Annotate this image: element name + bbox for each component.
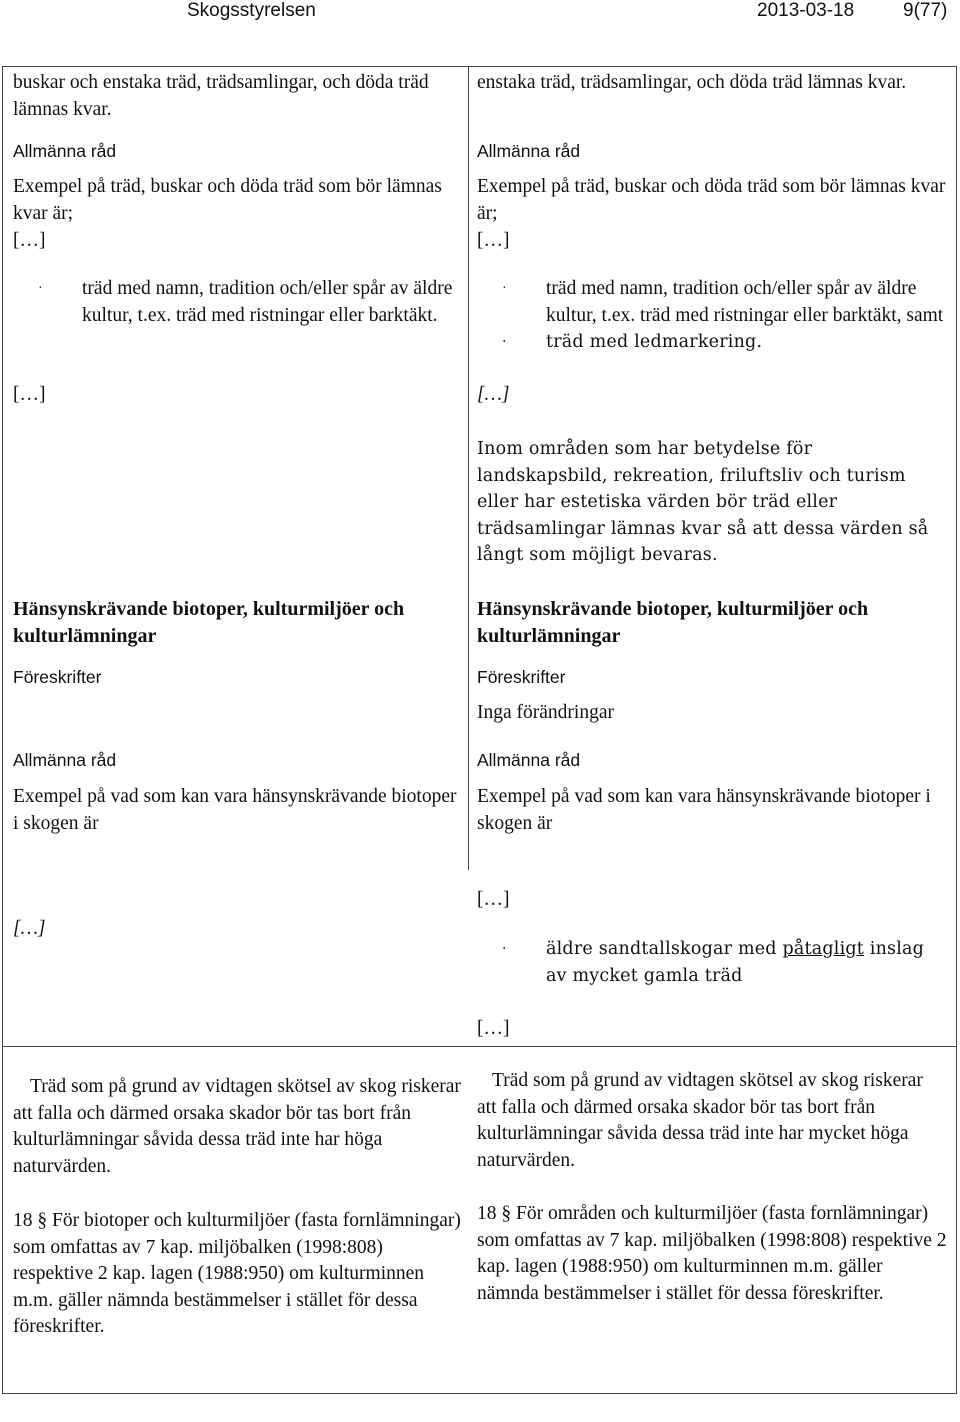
bullet-icon: · [38,281,43,296]
bullet-icon: · [502,334,507,350]
right-paragraph-trees: Träd som på grund av vidtagen skötsel av skog riskerar att falla och därmed orsaka skador bör tas bort från kulturlämningar såvida dessa träd inte har mycket höga naturvärden. [477,1070,923,1171]
right-allmanna-rad-label: Allmänna råd [477,141,581,161]
right-paragraph-18 [477,1201,947,1307]
left-ellipsis-2: […] [13,384,46,405]
left-paragraph-trees: Träd som på grund av vidtagen skötsel av skog riskerar att falla och därmed orsaka skador bör tas bort från kulturlämningar såvida dessa träd inte har höga naturvärden. [13,1076,461,1177]
left-foreskrifter-label: Föreskrifter [13,667,102,687]
left-ellipsis-1: […] [13,230,46,251]
right-bullet-text-3a: äldre sandtallskogar med [546,939,783,959]
page-header [0,0,960,26]
right-paragraph-18-text: För områden och kulturmiljöer (fasta fornlämningar) som omfattas av 7 kap. miljöbalken (1998:808) respektive 2 kap. lagen (1988:950) om kulturminnen m.m. gäller nämnda bestämmelser i stället för dessa föreskrifter. [477,1203,947,1304]
right-section-heading: Hänsynskrävande biotoper, kulturmiljöer och kulturlämningar [477,598,869,647]
right-allmanna-rad-text-2: Exempel på vad som kan vara hänsynskrävande biotoper i skogen är [477,786,931,834]
comparison-table [2,66,957,1394]
right-ellipsis-3: […] [477,889,510,910]
header-date: 2013-03-18 [757,0,855,21]
right-ellipsis-4: […] [477,1018,510,1039]
right-bullet-list-2 [477,936,947,989]
right-bullet-text-2: träd med ledmarkering. [546,332,763,352]
left-bullet-text-1: träd med namn, tradition och/eller spår av äldre kultur, t.ex. träd med ristningar eller barktäkt. [82,278,453,326]
left-allmanna-rad-label: Allmänna råd [13,141,117,161]
bullet-icon: · [502,941,507,957]
right-allmanna-rad-text: Exempel på träd, buskar och döda träd som bör lämnas kvar är; [477,176,946,224]
list-item [477,936,947,989]
right-paragraph-top: enstaka träd, trädsamlingar, och döda träd lämnas kvar. [477,72,907,93]
right-bullet-text-3b: inslag av mycket gamla träd [546,939,925,986]
right-bullet-list-1 [477,276,947,356]
right-paragraph-landscape: Inom områden som har betydelse för landskapsbild, rekreation, friluftsliv och turism eller har estetiska värden bör träd eller trädsamlingar lämnas kvar så att dessa värden så långt som möjligt bevaras. [477,439,929,565]
left-ellipsis-3: […] [13,918,46,939]
right-bullet-text-3-underlined: påtagligt [782,939,865,959]
left-paragraph-18-text: För biotoper och kulturmiljöer (fasta fornlämningar) som omfattas av 7 kap. miljöbalken (1998:808) respektive 2 kap. lagen (1988:950) om kulturminnen m.m. gäller nämnda bestämmelser i stället för dessa föreskrifter. [13,1210,461,1337]
bullet-icon: · [502,281,507,296]
left-bullet-list-1 [13,276,458,329]
column-divider [468,67,469,870]
left-paragraph-18 [13,1208,461,1341]
list-item [477,329,947,356]
list-item [13,276,458,329]
section-sign-icon: § [37,1210,48,1231]
left-allmanna-rad-label-2: Allmänna råd [13,750,117,770]
right-ellipsis-1: […] [477,230,510,251]
row-divider [3,1046,956,1047]
left-paragraph-top: buskar och enstaka träd, trädsamlingar, och döda träd lämnas kvar. [13,72,429,120]
list-item [477,276,947,329]
left-footnote-number: 18 [13,1210,33,1231]
right-bullet-text-1: träd med namn, tradition och/eller spår av äldre kultur, t.ex. träd med ristningar eller barktäkt, samt [546,278,944,326]
left-allmanna-rad-text-2: Exempel på vad som kan vara hänsynskrävande biotoper i skogen är [13,786,457,834]
right-footnote-number: 18 [477,1203,497,1224]
right-ellipsis-2: […] [477,384,510,405]
left-section-heading: Hänsynskrävande biotoper, kulturmiljöer och kulturlämningar [13,598,405,647]
header-organization: Skogsstyrelsen [187,0,316,21]
right-allmanna-rad-label-2: Allmänna råd [477,750,581,770]
header-page-number: 9(77) [903,0,948,21]
section-sign-icon: § [501,1203,512,1224]
right-foreskrifter-label: Föreskrifter [477,667,566,687]
left-allmanna-rad-text: Exempel på träd, buskar och döda träd som bör lämnas kvar är; [13,176,442,224]
right-inga-forandringar: Inga förändringar [477,702,614,723]
